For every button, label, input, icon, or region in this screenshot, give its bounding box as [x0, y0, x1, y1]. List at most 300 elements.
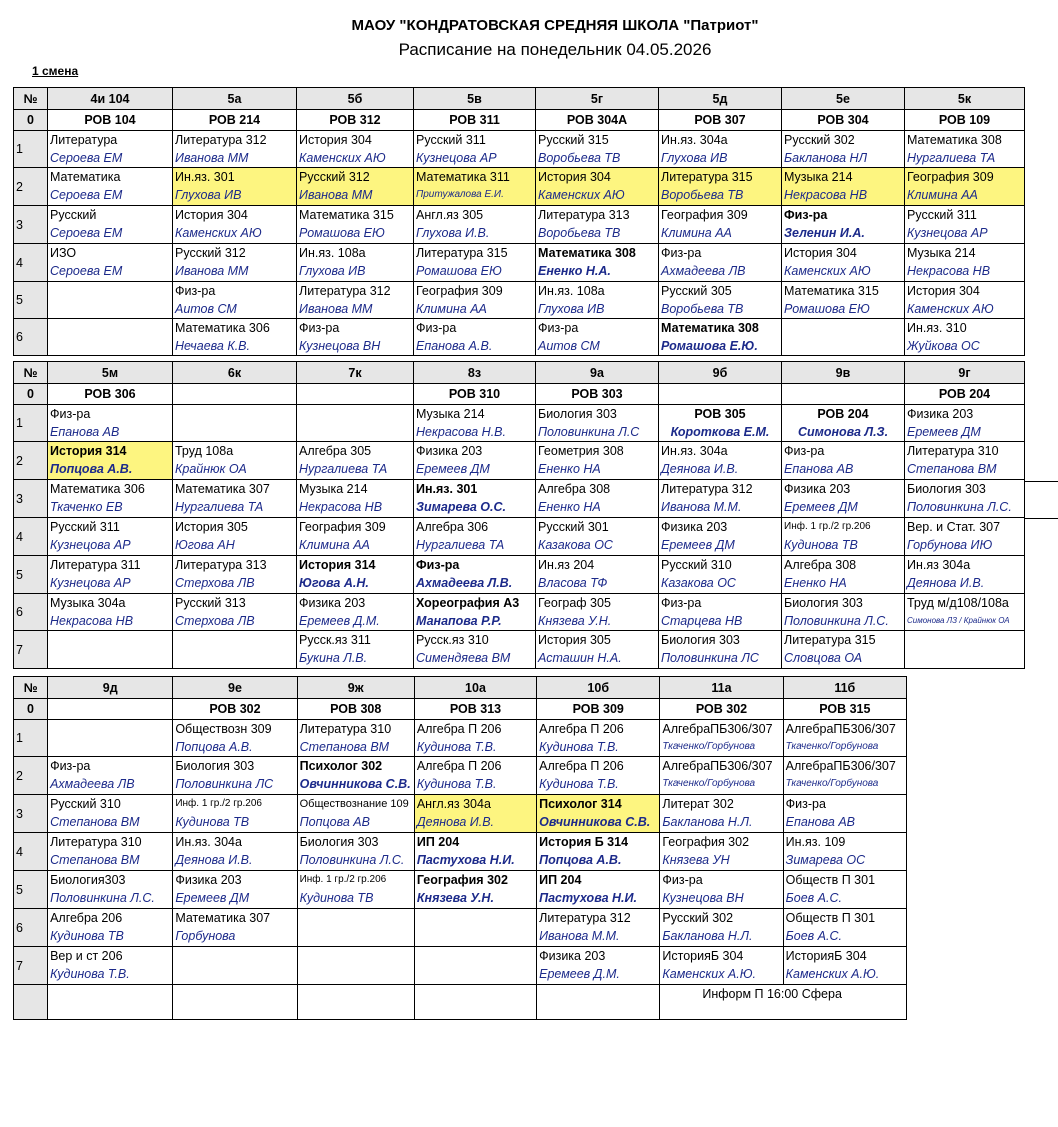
lesson-subject: География 309 [907, 170, 994, 184]
lesson-subject: Физ-ра [50, 407, 91, 421]
lesson-teacher: Кузнецова АР [907, 226, 988, 240]
rov-cell: РОВ 104 [48, 110, 173, 131]
lesson-cell [782, 168, 905, 206]
lesson-row [14, 405, 1025, 442]
lesson-cell [659, 131, 782, 168]
lesson-cell [659, 442, 782, 480]
lesson-cell [48, 833, 173, 871]
lesson-teacher: Деянова И.В. [907, 576, 985, 590]
lesson-row [14, 168, 1025, 206]
period-number: 0 [14, 384, 48, 405]
lesson-teacher: Попцова А.В. [539, 853, 622, 867]
lesson-subject: ИсторияБ 304 [785, 949, 867, 963]
lesson-subject: Физ-ра [50, 759, 91, 773]
period-number: 6 [14, 909, 48, 947]
class-header: 5е [782, 88, 905, 110]
lesson-cell [297, 319, 414, 356]
lesson-subject: Математика 306 [50, 482, 145, 496]
lesson-subject: Биология 303 [661, 633, 740, 647]
timetable-2 [13, 361, 1025, 669]
period-number: 7 [14, 631, 48, 669]
rov-cell: РОВ 306 [48, 384, 173, 405]
lesson-teacher: Аитов СМ [175, 302, 237, 316]
lesson-row [14, 871, 907, 909]
lesson-row [14, 518, 1025, 556]
lesson-subject: Обществ П 301 [785, 911, 876, 925]
lesson-teacher: Степанова ВМ [50, 853, 140, 867]
lesson-subject: География 302 [662, 835, 750, 849]
lesson-cell [48, 871, 173, 909]
lesson-cell [414, 556, 536, 594]
lesson-cell [905, 206, 1025, 244]
lesson-row [14, 631, 1025, 669]
lesson-teacher: Сероева ЕМ [50, 264, 123, 278]
lesson-teacher: Иванова ММ [175, 264, 249, 278]
lesson-teacher: Иванова М.М. [661, 500, 742, 514]
lesson-cell [414, 795, 536, 833]
lesson-cell [782, 518, 905, 556]
lesson-subject: Физ-ра [416, 321, 457, 335]
lesson-cell [536, 206, 659, 244]
lesson-teacher: Симонова Л.З. [797, 425, 889, 439]
lesson-teacher: Глухова И.В. [416, 226, 490, 240]
rov-cell [48, 699, 173, 720]
lesson-subject: Русский 305 [661, 284, 732, 298]
lesson-teacher: Кудинова ТВ [175, 815, 250, 829]
num-header: № [14, 88, 48, 110]
lesson-subject: Физ-ра [661, 246, 702, 260]
class-header: 11б [783, 677, 906, 699]
lesson-teacher: Степанова ВМ [299, 740, 390, 754]
period-number: 5 [14, 556, 48, 594]
lesson-cell [536, 442, 659, 480]
class-header: 9а [536, 362, 659, 384]
lesson-cell [297, 442, 414, 480]
lesson-cell [783, 947, 906, 985]
lesson-subject: История 304 [907, 284, 980, 298]
lesson-cell [414, 833, 536, 871]
timetable-1 [13, 87, 1025, 356]
lesson-teacher: Некрасова Н.В. [416, 425, 506, 439]
rov-cell: РОВ 109 [905, 110, 1025, 131]
lesson-cell [414, 405, 536, 442]
lesson-subject: Музыка 304а [50, 596, 126, 610]
lesson-cell [782, 244, 905, 282]
lesson-subject: История 305 [175, 520, 248, 534]
rov-cell [782, 384, 905, 405]
class-header: 9б [659, 362, 782, 384]
lesson-teacher: Ткаченко/Горбунова [785, 741, 879, 752]
rov-row [14, 699, 907, 720]
lesson-subject: Физика 203 [416, 444, 483, 458]
class-header: 5г [536, 88, 659, 110]
lesson-teacher: Половинкина Л.С. [299, 853, 405, 867]
lesson-cell [48, 282, 173, 319]
lesson-teacher: Каменских АЮ [907, 302, 994, 316]
lesson-cell [414, 631, 536, 669]
lesson-cell [905, 282, 1025, 319]
lesson-cell [297, 480, 414, 518]
lesson-cell [297, 720, 414, 757]
lesson-cell [173, 757, 297, 795]
lesson-teacher: Симендяева ВМ [416, 651, 511, 665]
lesson-cell [297, 833, 414, 871]
lesson-cell [48, 244, 173, 282]
lesson-cell [297, 244, 414, 282]
lesson-cell [48, 442, 173, 480]
lesson-teacher: Старцева НВ [661, 614, 743, 628]
rov-cell: РОВ 308 [297, 699, 414, 720]
lesson-subject: История 314 [50, 444, 127, 458]
lesson-subject: Литература 312 [661, 482, 753, 496]
rov-cell: РОВ 307 [659, 110, 782, 131]
lesson-cell [414, 518, 536, 556]
lesson-cell [48, 206, 173, 244]
lesson-subject: Русский 302 [662, 911, 734, 925]
lesson-cell [48, 795, 173, 833]
lesson-teacher: Климина АА [661, 226, 732, 240]
lesson-subject: ИП 204 [539, 873, 582, 887]
lesson-subject: Биология303 [50, 873, 126, 887]
lesson-row [14, 720, 907, 757]
lesson-subject: ИсторияБ 304 [662, 949, 744, 963]
lesson-teacher: Воробьева ТВ [538, 226, 621, 240]
lesson-cell [414, 282, 536, 319]
lesson-teacher: Каменских АЮ [784, 264, 871, 278]
lesson-teacher: Короткова Е.М. [670, 425, 770, 439]
lesson-subject: Ин.яз. 301 [175, 170, 235, 184]
lesson-teacher: Нургалиева ТА [299, 462, 388, 476]
lesson-cell [536, 405, 659, 442]
lesson-cell [905, 442, 1025, 480]
lesson-cell [173, 244, 297, 282]
lesson-teacher: Попцова АВ [299, 815, 370, 829]
lesson-subject: Музыка 214 [299, 482, 368, 496]
lesson-teacher: Кудинова Т.В. [50, 967, 130, 981]
lesson-subject: География 302 [416, 873, 508, 887]
lesson-subject: Алгебра 308 [538, 482, 611, 496]
class-header: 9г [905, 362, 1025, 384]
lesson-cell [659, 282, 782, 319]
lesson-subject: Литература 312 [299, 284, 391, 298]
shift-label: 1 смена [32, 64, 79, 78]
lesson-cell [48, 909, 173, 947]
lesson-subject: Биология 303 [907, 482, 986, 496]
lesson-teacher: Овчинникова С.В. [539, 815, 651, 829]
lesson-row [14, 480, 1025, 518]
header-row [14, 362, 1025, 384]
schedule-note: Информ П 16:00 Сфера [702, 987, 842, 1001]
lesson-teacher: Боев А.С. [785, 891, 842, 905]
lesson-subject: АлгебраПБ306/307 [662, 759, 773, 773]
class-header: 5б [297, 88, 414, 110]
lesson-cell [173, 947, 297, 985]
lesson-teacher: Сероева ЕМ [50, 151, 123, 165]
lesson-teacher: Половинкина Л.С. [784, 614, 889, 628]
lesson-teacher: Половинкина ЛС [175, 777, 274, 791]
rov-row [14, 384, 1025, 405]
lesson-teacher: Деянова И.В. [661, 462, 739, 476]
period-number: 1 [14, 131, 48, 168]
lesson-teacher: Ромашова ЕЮ [784, 302, 870, 316]
rov-cell: РОВ 309 [537, 699, 660, 720]
lesson-cell [782, 442, 905, 480]
lesson-subject: Физ-ра [416, 558, 460, 572]
rov-cell: РОВ 312 [297, 110, 414, 131]
lesson-cell [173, 206, 297, 244]
lesson-cell [905, 556, 1025, 594]
lesson-teacher: Жуйкова ОС [907, 339, 980, 353]
lesson-cell [536, 168, 659, 206]
lesson-teacher: Попцова А.В. [175, 740, 253, 754]
lesson-subject: Литерат 302 [662, 797, 734, 811]
rov-cell: РОВ 302 [660, 699, 783, 720]
lesson-subject: Географ 305 [538, 596, 611, 610]
lesson-subject: Алгебра 308 [784, 558, 857, 572]
lesson-cell [536, 631, 659, 669]
lesson-subject: Русский [50, 208, 97, 222]
lesson-teacher: Горбунова [175, 929, 236, 943]
class-header: 9в [782, 362, 905, 384]
rov-cell: РОВ 204 [905, 384, 1025, 405]
lesson-teacher: Горбунова ИЮ [907, 538, 993, 552]
lesson-cell [783, 757, 906, 795]
lesson-cell [173, 909, 297, 947]
lesson-subject: Физ-ра [175, 284, 216, 298]
header-row [14, 677, 907, 699]
lesson-subject: Русский 311 [907, 208, 977, 222]
schedule-subtitle: Расписание на понедельник 04.05.2026 [398, 40, 712, 59]
lesson-teacher: Кудинова ТВ [784, 538, 858, 552]
lesson-cell [297, 757, 414, 795]
rov-cell: РОВ 310 [414, 384, 536, 405]
lesson-cell [297, 282, 414, 319]
lesson-cell [783, 833, 906, 871]
lesson-subject: Обществ П 301 [785, 873, 876, 887]
lesson-cell [48, 947, 173, 985]
note-row [14, 985, 907, 1020]
lesson-subject: Литература 310 [50, 835, 142, 849]
lesson-subject: История 314 [299, 558, 376, 572]
lesson-cell [414, 909, 536, 947]
lesson-teacher: Климина АА [299, 538, 370, 552]
lesson-cell [414, 168, 536, 206]
lesson-cell [414, 319, 536, 356]
lesson-cell [297, 947, 414, 985]
lesson-subject: История 304 [175, 208, 248, 222]
lesson-teacher: Сероева ЕМ [50, 188, 123, 202]
lesson-cell [48, 594, 173, 631]
lesson-row [14, 795, 907, 833]
class-header: 10б [537, 677, 660, 699]
lesson-cell [536, 480, 659, 518]
lesson-teacher: Стерхова ЛВ [175, 576, 255, 590]
lesson-teacher: Зеленин И.А. [784, 226, 865, 240]
lesson-subject: Биология 303 [538, 407, 617, 421]
lesson-subject: Математика 308 [661, 321, 759, 335]
class-header: 6к [173, 362, 297, 384]
lesson-subject: Ин.яз. 304а [175, 835, 242, 849]
lesson-teacher: Нургалиева ТА [175, 500, 264, 514]
lesson-cell [48, 757, 173, 795]
lesson-cell [48, 631, 173, 669]
lesson-teacher: Князева У.Н. [538, 614, 612, 628]
lesson-subject: Русск.яз 310 [416, 633, 489, 647]
lesson-cell [173, 405, 297, 442]
lesson-subject: Русский 310 [661, 558, 732, 572]
lesson-subject: Литература 313 [538, 208, 630, 222]
lesson-cell [173, 480, 297, 518]
lesson-cell [414, 720, 536, 757]
class-header: 5а [173, 88, 297, 110]
lesson-row [14, 556, 1025, 594]
lesson-teacher: Ткаченко/Горбунова [662, 741, 756, 752]
lesson-cell [659, 206, 782, 244]
lesson-subject: Инф. 1 гр./2 гр.206 [784, 521, 871, 532]
lesson-cell [48, 168, 173, 206]
period-number: 6 [14, 319, 48, 356]
note-cell [48, 985, 173, 1020]
lesson-cell [48, 556, 173, 594]
lesson-subject: Математика 315 [299, 208, 394, 222]
lesson-teacher: Каменских А.Ю. [662, 967, 756, 981]
lesson-cell [782, 131, 905, 168]
lesson-subject: Биология 303 [175, 759, 255, 773]
lesson-cell [905, 168, 1025, 206]
lesson-teacher: Князева УН [662, 853, 730, 867]
lesson-subject: Ин.яз. 108а [538, 284, 605, 298]
lesson-cell [48, 319, 173, 356]
lesson-teacher: Каменских АЮ [175, 226, 262, 240]
num-header: № [14, 677, 48, 699]
lesson-teacher: Зимарева ОС [785, 853, 866, 867]
lesson-cell [297, 131, 414, 168]
lesson-subject: Ин.яз. 108а [299, 246, 366, 260]
period-number: 5 [14, 282, 48, 319]
lesson-teacher: Иванова ММ [299, 188, 373, 202]
lesson-subject: Физика 203 [299, 596, 366, 610]
lesson-cell [173, 319, 297, 356]
lesson-cell [660, 947, 783, 985]
lesson-teacher: Югова А.Н. [299, 576, 369, 590]
lesson-cell [297, 594, 414, 631]
lesson-subject: Математика 315 [784, 284, 879, 298]
lesson-row [14, 909, 907, 947]
lesson-teacher: Еремеев ДМ [175, 891, 250, 905]
lesson-cell [659, 480, 782, 518]
lesson-teacher: Ткаченко/Горбунова [785, 778, 879, 789]
lesson-teacher: Климина АА [416, 302, 487, 316]
period-number: 2 [14, 168, 48, 206]
note-cell [414, 985, 536, 1020]
lesson-row [14, 206, 1025, 244]
rov-cell [659, 384, 782, 405]
lesson-cell [414, 871, 536, 909]
header-row [14, 88, 1025, 110]
lesson-teacher: Пастухова Н.И. [539, 891, 637, 905]
lesson-subject: История 304 [538, 170, 611, 184]
lesson-teacher: Воробьева ТВ [661, 302, 744, 316]
lesson-teacher: Иванова ММ [175, 151, 249, 165]
lesson-teacher: Климина АА [907, 188, 978, 202]
lesson-teacher: Ромашова Е.Ю. [661, 339, 758, 353]
note-cell [660, 985, 907, 1020]
lesson-teacher: Бакланова Н.Л. [662, 815, 753, 829]
lesson-cell [659, 244, 782, 282]
lesson-cell [536, 244, 659, 282]
lesson-teacher: Нечаева К.В. [175, 339, 250, 353]
lesson-subject: Физика 203 [175, 873, 242, 887]
period-number: 6 [14, 594, 48, 631]
period-number: 1 [14, 720, 48, 757]
lesson-teacher: Епанова АВ [785, 815, 855, 829]
lesson-cell [783, 720, 906, 757]
lesson-teacher: Кудинова Т.В. [416, 777, 497, 791]
lesson-teacher: Кузнецова АР [50, 538, 131, 552]
lesson-teacher: Некрасова НВ [784, 188, 868, 202]
lesson-teacher: Епанова А.В. [416, 339, 493, 353]
lesson-row [14, 833, 907, 871]
lesson-teacher: Бакланова Н.Л. [662, 929, 753, 943]
num-header: № [14, 362, 48, 384]
lesson-teacher: Аитов СМ [538, 339, 600, 353]
lesson-subject: РОВ 204 [817, 407, 869, 421]
lesson-cell [536, 131, 659, 168]
lesson-teacher: Зимарева О.С. [416, 500, 506, 514]
lesson-row [14, 131, 1025, 168]
lesson-subject: География 309 [299, 520, 386, 534]
lesson-teacher: Ахмадеева Л.В. [416, 576, 513, 590]
lesson-teacher: Воробьева ТВ [661, 188, 744, 202]
lesson-cell [782, 556, 905, 594]
lesson-subject: Музыка 214 [416, 407, 485, 421]
lesson-subject: Литература 311 [50, 558, 141, 572]
lesson-teacher: Нургалиева ТА [416, 538, 505, 552]
lesson-row [14, 282, 1025, 319]
lesson-subject: Ин.яз. 109 [785, 835, 846, 849]
lesson-teacher: Князева У.Н. [416, 891, 494, 905]
lesson-teacher: Иванова ММ [299, 302, 373, 316]
lesson-cell [48, 720, 173, 757]
lesson-cell [297, 631, 414, 669]
lesson-cell [660, 909, 783, 947]
lesson-teacher: Ткаченко ЕВ [50, 500, 123, 514]
lesson-cell [782, 480, 905, 518]
lesson-subject: Математика 306 [175, 321, 270, 335]
lesson-row [14, 947, 907, 985]
lesson-subject: Инф. 1 гр./2 гр.206 [299, 874, 387, 885]
lesson-subject: Литература 310 [299, 722, 392, 736]
lesson-cell [414, 442, 536, 480]
lesson-teacher: Некрасова НВ [299, 500, 383, 514]
lesson-subject: ИЗО [50, 246, 77, 260]
lesson-row [14, 757, 907, 795]
lesson-row [14, 319, 1025, 356]
lesson-cell [537, 947, 660, 985]
lesson-subject: Русский 301 [538, 520, 609, 534]
lesson-teacher: Боев А.С. [785, 929, 842, 943]
lesson-teacher: Букина Л.В. [299, 651, 368, 665]
lesson-subject: Вер и ст 206 [50, 949, 123, 963]
period-number: 4 [14, 518, 48, 556]
period-number: 0 [14, 699, 48, 720]
lesson-teacher: Овчинникова С.В. [299, 777, 411, 791]
lesson-cell [173, 168, 297, 206]
lesson-row [14, 244, 1025, 282]
lesson-teacher: Глухова ИВ [661, 151, 728, 165]
lesson-cell [297, 405, 414, 442]
lesson-subject: Физика 203 [661, 520, 728, 534]
